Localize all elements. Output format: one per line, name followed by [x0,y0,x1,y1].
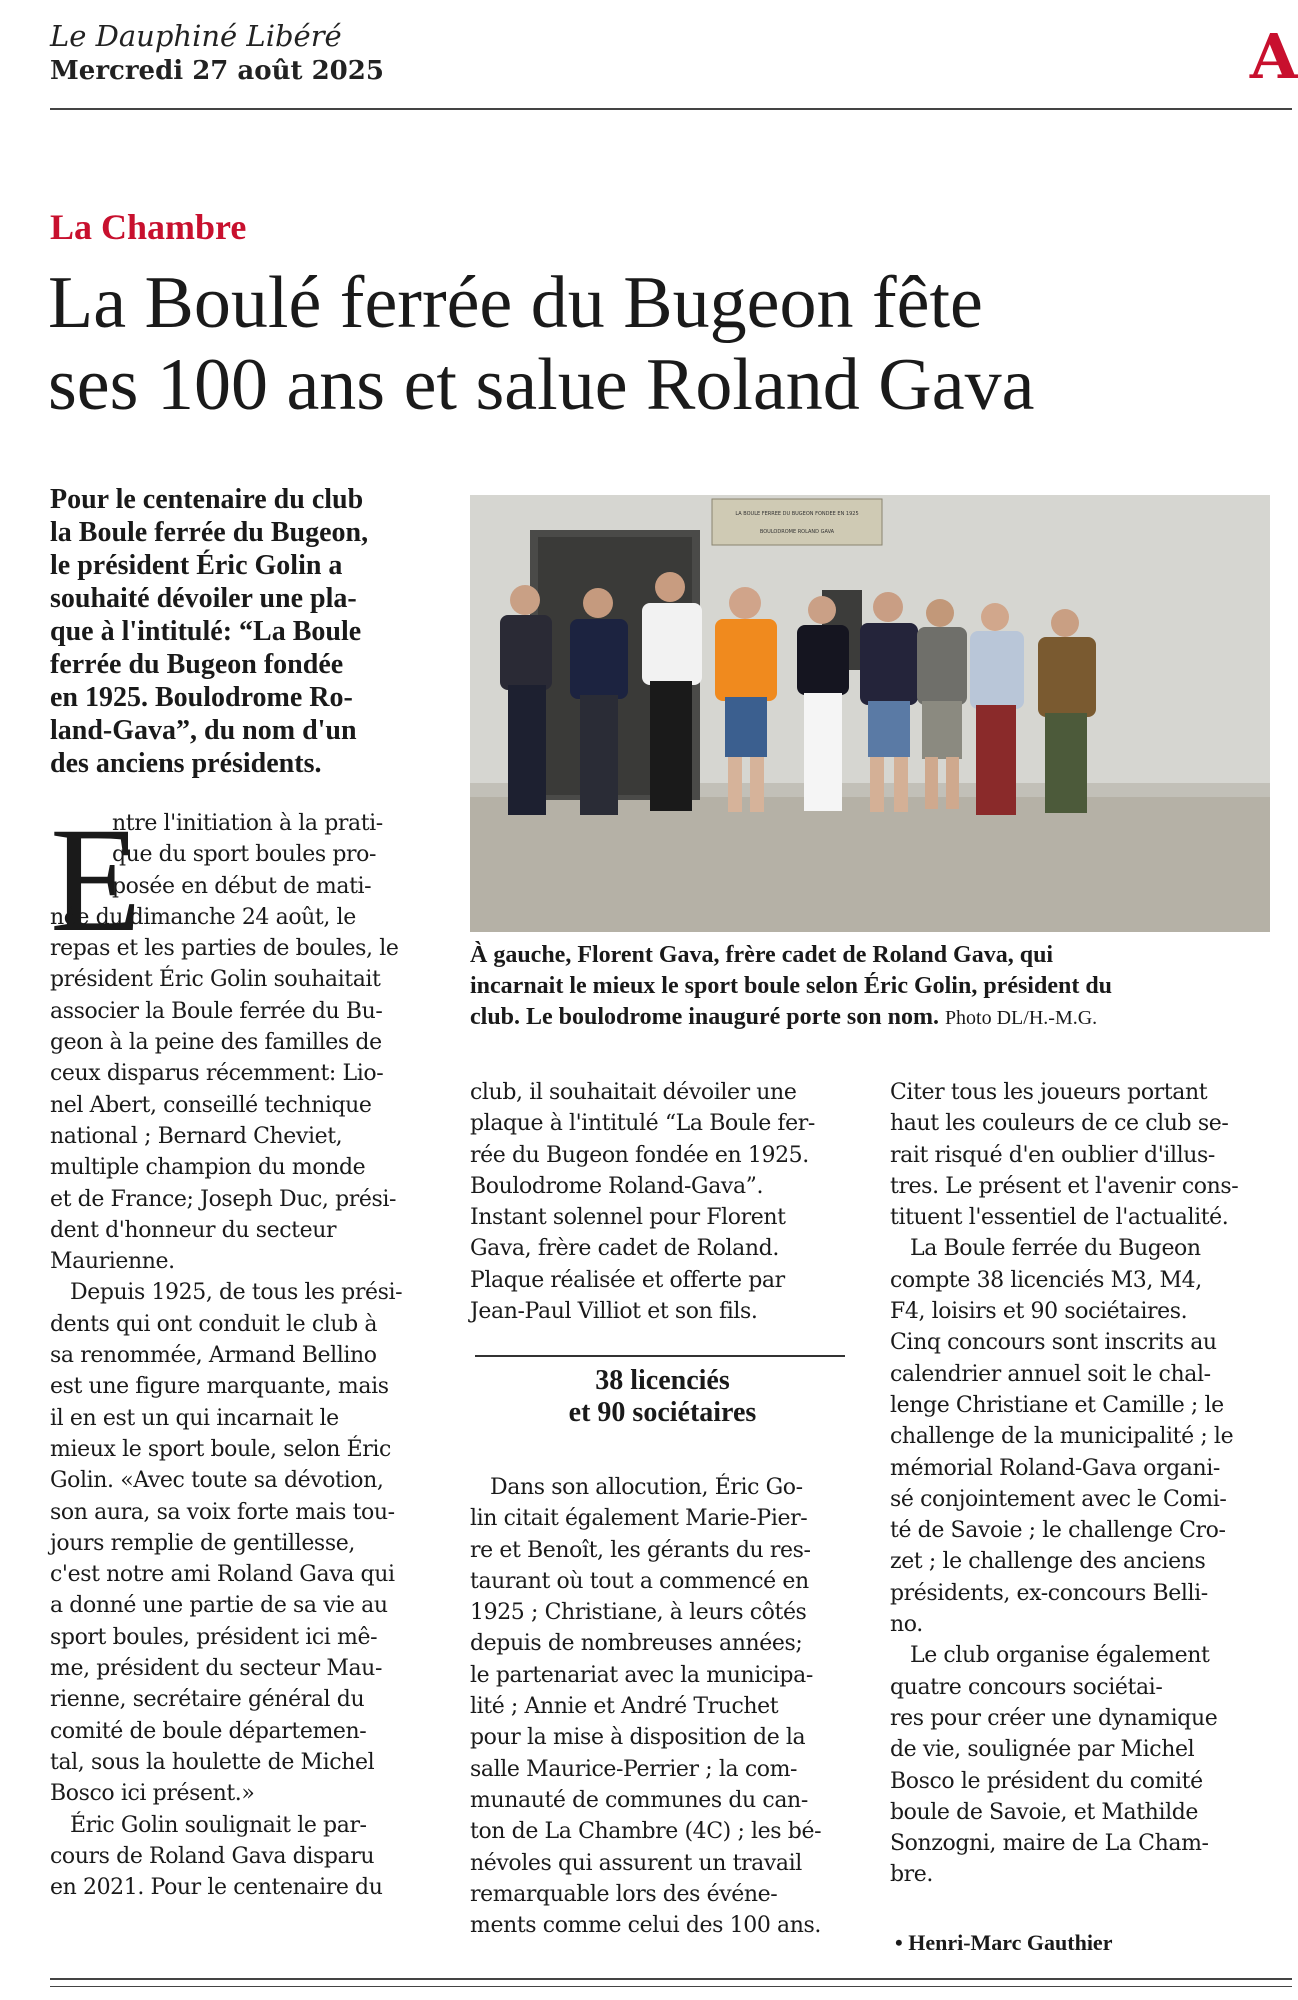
text-line: née du dimanche 24 août, le [50,904,356,930]
text-line: jours remplie de gentillesse, [50,1530,355,1556]
text-line: land-Gava”, du nom d'un [50,715,357,746]
photo-caption [470,940,1270,1034]
text-line: 1925 ; Christiane, à leurs côtés [470,1600,807,1626]
text-line: munauté de communes du can- [470,1787,808,1813]
text-line: haut les couleurs de ce club se- [890,1111,1229,1137]
text-line: dent d'honneur du secteur [50,1217,337,1243]
text-line: Cinq concours sont inscrits au [890,1330,1217,1356]
text-line: mieux le sport boule, selon Éric [50,1436,391,1462]
text-line: multiple champion du monde [50,1155,366,1181]
text-line: res pour créer une dynamique [890,1705,1218,1731]
text-line: La Boule ferrée du Bugeon [910,1236,1201,1262]
text-line: Gava, frère cadet de Roland. [470,1236,779,1262]
text-line: salle Maurice-Perrier ; la com- [470,1756,798,1782]
text-line: que à l'intitulé: “La Boule [50,616,362,647]
article-column-2-bottom [470,1472,855,1941]
top-rule [50,108,1292,110]
text-line: rienne, secrétaire général du [50,1687,365,1713]
caption-line: incarnait le mieux le sport boule selon Éric Golin, président du [470,973,1113,999]
text-line: en 2021. Pour le centenaire du [50,1875,383,1901]
text-line: té de Savoie ; le challenge Cro- [890,1518,1226,1544]
plaque-text-line2: BOULODROME ROLAND GAVA [759,529,835,535]
text-line: lin citait également Marie-Pier- [470,1506,808,1532]
text-line: et de France; Joseph Duc, prési- [50,1186,397,1212]
text-line: me, président du secteur Mau- [50,1656,382,1682]
article-column-1 [50,797,435,1903]
text-line: souhaité dévoiler une pla- [50,583,357,614]
text-line: Maurienne. [50,1249,175,1275]
caption-line-last [470,1002,1270,1034]
text-line: F4, loisirs et 90 sociétaires. [890,1299,1188,1325]
text-line: dents qui ont conduit le club à [50,1311,378,1337]
text-line: club, il souhaitait dévoiler une [470,1080,797,1105]
text-line: sport boules, président ici mê- [50,1624,378,1650]
text-line: Boulodrome Roland-Gava”. [470,1173,764,1199]
subhead-line: 38 licenciés [595,1365,730,1396]
text-line: no. [890,1612,923,1638]
text-line: est une figure marquante, mais [50,1374,389,1400]
text-line: pour la mise à disposition de la [470,1725,806,1751]
drop-cap: E [50,797,142,963]
text-line: en 1925. Boulodrome Ro- [50,682,353,713]
text-line: le partenariat avec la municipa- [470,1662,813,1688]
article-column-3 [890,1077,1280,1891]
article-photo [470,495,1270,932]
text-line: Jean-Paul Villiot et son fils. [470,1299,758,1325]
text-line: national ; Bernard Cheviet, [50,1123,343,1149]
text-line: président Éric Golin souhaitait [50,967,381,993]
text-line: ferrée du Bugeon fondée [50,649,344,680]
text-line: bre. [890,1862,934,1888]
text-line: rait risqué d'en oublier d'illus- [890,1142,1215,1168]
text-line: remarquable lors des événe- [470,1881,778,1907]
text-line: sa renommée, Armand Bellino [50,1343,377,1369]
text-line: Plaque réalisée et offerte par [470,1267,785,1293]
bottom-rule-thin [50,1986,1292,1987]
text-line: ments comme celui des 100 ans. [470,1913,821,1939]
text-line: mémorial Roland-Gava organi- [890,1455,1220,1481]
plaque-text-line1: LA BOULE FERREE DU BUGEON FONDEE EN 1925 [735,511,859,517]
text-line: associer la Boule ferrée du Bu- [50,998,383,1024]
text-line: Golin. «Avec toute sa dévotion, [50,1468,384,1494]
text-line: ceux disparus récemment: Lio- [50,1061,384,1087]
text-line: a donné une partie de sa vie au [50,1593,388,1619]
text-line: quatre concours sociétai- [890,1674,1163,1700]
text-line: tres. Le présent et l'avenir cons- [890,1173,1239,1199]
article-byline: • Henri-Marc Gauthier [895,1930,1113,1955]
caption-text: club. Le boulodrome inauguré porte son nom. [470,1004,939,1030]
text-line: Le club organise également [910,1643,1210,1669]
text-line: posée en début de mati- [112,873,372,899]
article-lead [50,483,450,780]
text-line: lité ; Annie et André Truchet [470,1694,779,1720]
text-line: sé conjointement avec le Comi- [890,1486,1227,1512]
text-line: son aura, sa voix forte mais tou- [50,1499,395,1525]
text-line: Pour le centenaire du club [50,484,364,515]
text-line: névoles qui assurent un travail [470,1850,802,1876]
subhead-rule-top [475,1355,845,1357]
text-line: taurant où tout a commencé en [470,1568,809,1594]
text-line: tal, sous la houlette de Michel [50,1749,375,1775]
text-line: ton de La Chambre (4C) ; les bé- [470,1819,822,1845]
text-line: boule de Savoie, et Mathilde [890,1799,1199,1825]
text-line: de vie, soulignée par Michel [890,1737,1195,1763]
masthead [50,18,384,88]
text-line: des anciens présidents. [50,748,322,779]
text-line: cours de Roland Gava disparu [50,1843,375,1869]
section-title-fragment: A [1249,20,1298,93]
bottom-rule [50,1978,1292,1980]
text-line: Dans son allocution, Éric Go- [490,1475,803,1500]
text-line: comité de boule départemen- [50,1718,367,1744]
text-line: challenge de la municipalité ; le [890,1424,1234,1450]
caption-line: À gauche, Florent Gava, frère cadet de Roland Gava, qui [470,942,1054,968]
publication-date: Mercredi 27 août 2025 [50,56,384,86]
text-line: c'est notre ami Roland Gava qui [50,1562,395,1588]
text-line: la Boule ferrée du Bugeon, [50,517,369,548]
text-line: calendrier annuel soit le chal- [890,1361,1211,1387]
text-line: compte 38 licenciés M3, M4, [890,1267,1202,1293]
text-line: rée du Bugeon fondée en 1925. [470,1142,809,1168]
text-line: présidents, ex-concours Belli- [890,1580,1208,1606]
article-subhead [470,1365,855,1429]
text-line: re et Benoît, les gérants du res- [470,1537,811,1563]
plaque [712,499,882,545]
text-line: Bosco ici présent.» [50,1781,255,1807]
text-line: plaque à l'intitulé “La Boule fer- [470,1111,815,1137]
text-line: Citer tous les joueurs portant [890,1080,1208,1105]
text-line: tituent l'essentiel de l'actualité. [890,1205,1229,1231]
text-line: Éric Golin soulignait le par- [70,1812,367,1838]
article-kicker: La Chambre [50,207,247,247]
text-line: geon à la peine des familles de [50,1030,382,1056]
headline-line: La Boulé ferrée du Bugeon fête [48,262,983,344]
text-line: lenge Christiane et Camille ; le [890,1392,1224,1418]
article-headline [48,262,1268,426]
text-line: Bosco le président du comité [890,1768,1203,1794]
subhead-line: et 90 sociétaires [568,1397,757,1428]
headline-line: ses 100 ans et salue Roland Gava [48,344,1035,426]
text-line: Instant solennel pour Florent [470,1205,786,1231]
group-photo-illustration [470,495,1270,932]
text-line: Sonzogni, maire de La Cham- [890,1831,1209,1857]
text-line: repas et les parties de boules, le [50,936,399,962]
paper-name: Le Dauphiné Libéré [50,19,342,53]
text-line: que du sport boules pro- [112,842,376,868]
text-line: ntre l'initiation à la prati- [112,811,383,836]
text-line: Depuis 1925, de tous les prési- [70,1280,403,1306]
text-line: il en est un qui incarnait le [50,1405,339,1431]
text-line: nel Abert, conseillé technique [50,1092,372,1118]
text-line: depuis de nombreuses années; [470,1631,803,1657]
article-column-2-top [470,1077,855,1327]
text-line: le président Éric Golin a [50,550,343,581]
text-line: zet ; le challenge des anciens [890,1549,1206,1575]
photo-credit: Photo DL/H.-M.G. [944,1007,1098,1029]
